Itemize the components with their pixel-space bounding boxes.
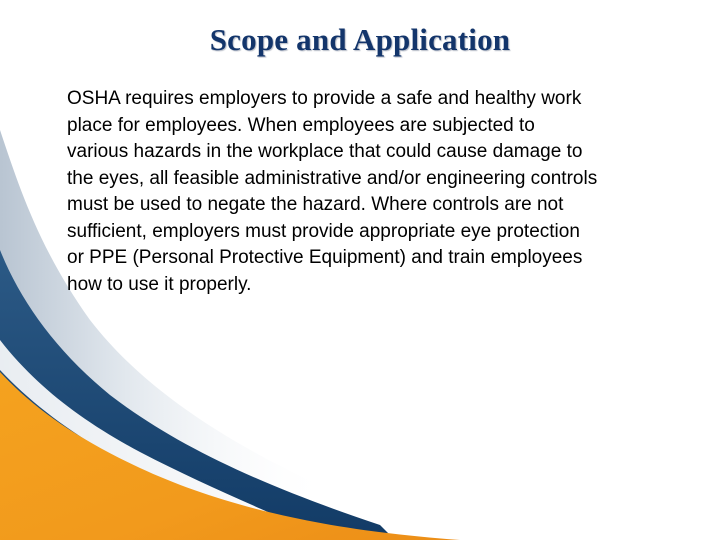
body-line: sufficient, employers must provide appropriate eye protection — [67, 220, 580, 242]
body-line: how to use it properly. — [67, 273, 252, 295]
body-line: place for employees. When employees are subjected to — [67, 114, 535, 136]
body-paragraph — [67, 86, 717, 298]
body-line: or PPE (Personal Protective Equipment) and train employees — [67, 247, 583, 268]
body-line: the eyes, all feasible administrative and/or engineering controls — [67, 167, 598, 189]
slide-title: Scope and Application — [209, 22, 511, 57]
body-line: various hazards in the workplace that could cause damage to — [67, 141, 583, 162]
body-line: OSHA requires employers to provide a safe and healthy work — [67, 88, 582, 109]
body-line: must be used to negate the hazard. Where controls are not — [67, 194, 564, 215]
